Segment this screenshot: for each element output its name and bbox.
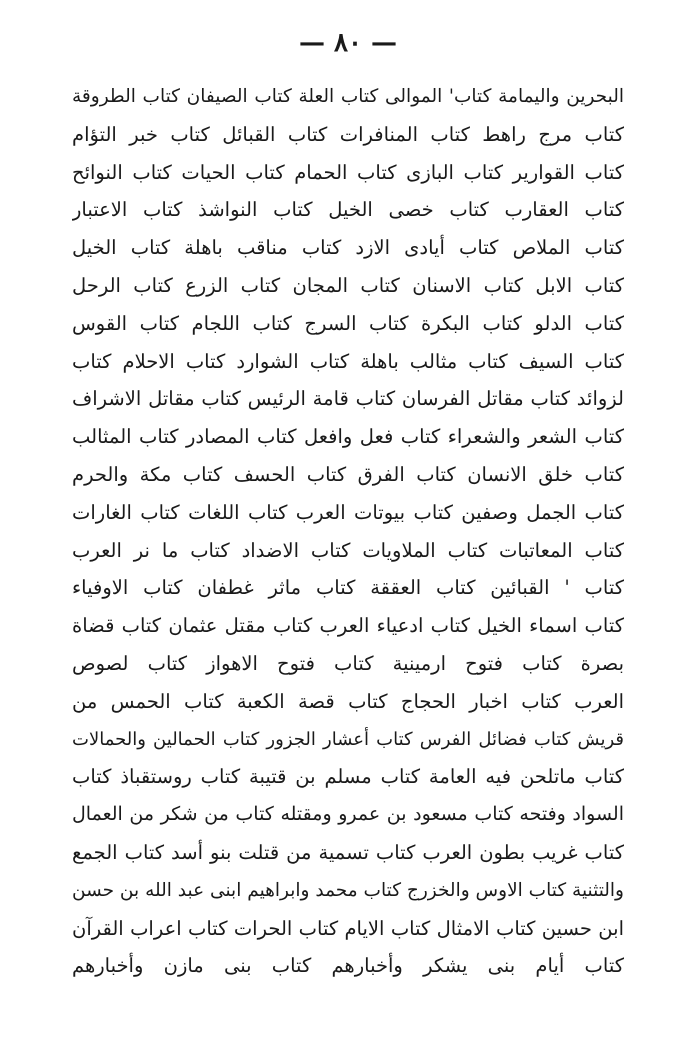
- text-line: كتاب اسماء الخيل كتاب ادعياء العرب كتاب مقتل عثمان كتاب قضاة: [72, 614, 624, 638]
- text-line: كتاب ' القبائين كتاب العققة كتاب ماثر غطفان كتاب الاوفياء: [72, 576, 624, 600]
- text-line: كتاب ماتلحن فيه العامة كتاب مسلم بن قتيبة كتاب روستقباذ كتاب: [72, 765, 624, 789]
- text-line: كتاب الجمل وصفين كتاب بيوتات العرب كتاب اللغات كتاب الغارات: [72, 500, 624, 524]
- text-line: العرب كتاب اخبار الحجاج كتاب قصة الكعبة كتاب الحمس من: [72, 689, 624, 713]
- text-line: بصرة كتاب فتوح ارمينية كتاب فتوح الاهواز كتاب لصوص: [72, 651, 624, 675]
- text-line: كتاب المعاتبات كتاب الملاويات كتاب الاضداد كتاب ما نر العرب: [72, 538, 624, 562]
- text-line: قريش كتاب فضائل الفرس كتاب أعشار الجزور كتاب الحمالين والحمالات: [72, 728, 624, 750]
- text-line: كتاب الابل كتاب الاسنان كتاب المجان كتاب الزرع كتاب الرحل: [72, 273, 624, 297]
- page-number: — ٨٠ —: [298, 28, 398, 58]
- text-line: كتاب القوارير كتاب البازى كتاب الحمام كتاب الحيات كتاب النوائح: [72, 160, 624, 184]
- text-line: كتاب الدلو كتاب البكرة كتاب السرج كتاب اللجام كتاب القوس: [72, 311, 624, 335]
- text-line: السواد وفتحه كتاب مسعود بن عمرو ومقتله كتاب من شكر من العمال: [72, 803, 624, 826]
- text-line: كتاب غريب بطون العرب كتاب تسمية من قتلت بنو أسد كتاب الجمع: [72, 840, 624, 864]
- text-line: كتاب الشعر والشعراء كتاب فعل وافعل كتاب المصادر كتاب المثالب: [72, 425, 624, 449]
- text-line: كتاب الملاص كتاب أيادى الازد كتاب مناقب باهلة كتاب الخيل: [72, 236, 624, 260]
- text-line: كتاب السيف كتاب مثالب باهلة كتاب الشوارد كتاب الاحلام كتاب: [72, 349, 624, 373]
- text-line: كتاب أيام بنى يشكر وأخبارهم كتاب بنى مازن وأخبارهم: [72, 954, 624, 978]
- text-line: والتثنية كتاب الاوس والخزرج كتاب محمد وابراهيم ابنى عبد الله بن حسن: [72, 879, 624, 901]
- text-line: كتاب مرج راهط كتاب المنافرات كتاب القبائل كتاب خبر التؤام: [72, 122, 624, 146]
- text-line: ابن حسين كتاب الامثال كتاب الايام كتاب الحرات كتاب اعراب القرآن: [72, 916, 624, 940]
- text-line: البحرين واليمامة كتاب' الموالى كتاب العلة كتاب الصيفان كتاب الطروقة: [72, 86, 624, 107]
- text-line: كتاب خلق الانسان كتاب الفرق كتاب الحسف كتاب مكة والحرم: [72, 462, 624, 486]
- text-line: لزوائد كتاب مقاتل الفرسان كتاب قامة الرئيس كتاب مقاتل الاشراف: [72, 387, 624, 411]
- text-line: كتاب العقارب كتاب خصى الخيل كتاب النواشذ كتاب الاعتبار: [72, 198, 624, 222]
- text-body: [72, 78, 624, 985]
